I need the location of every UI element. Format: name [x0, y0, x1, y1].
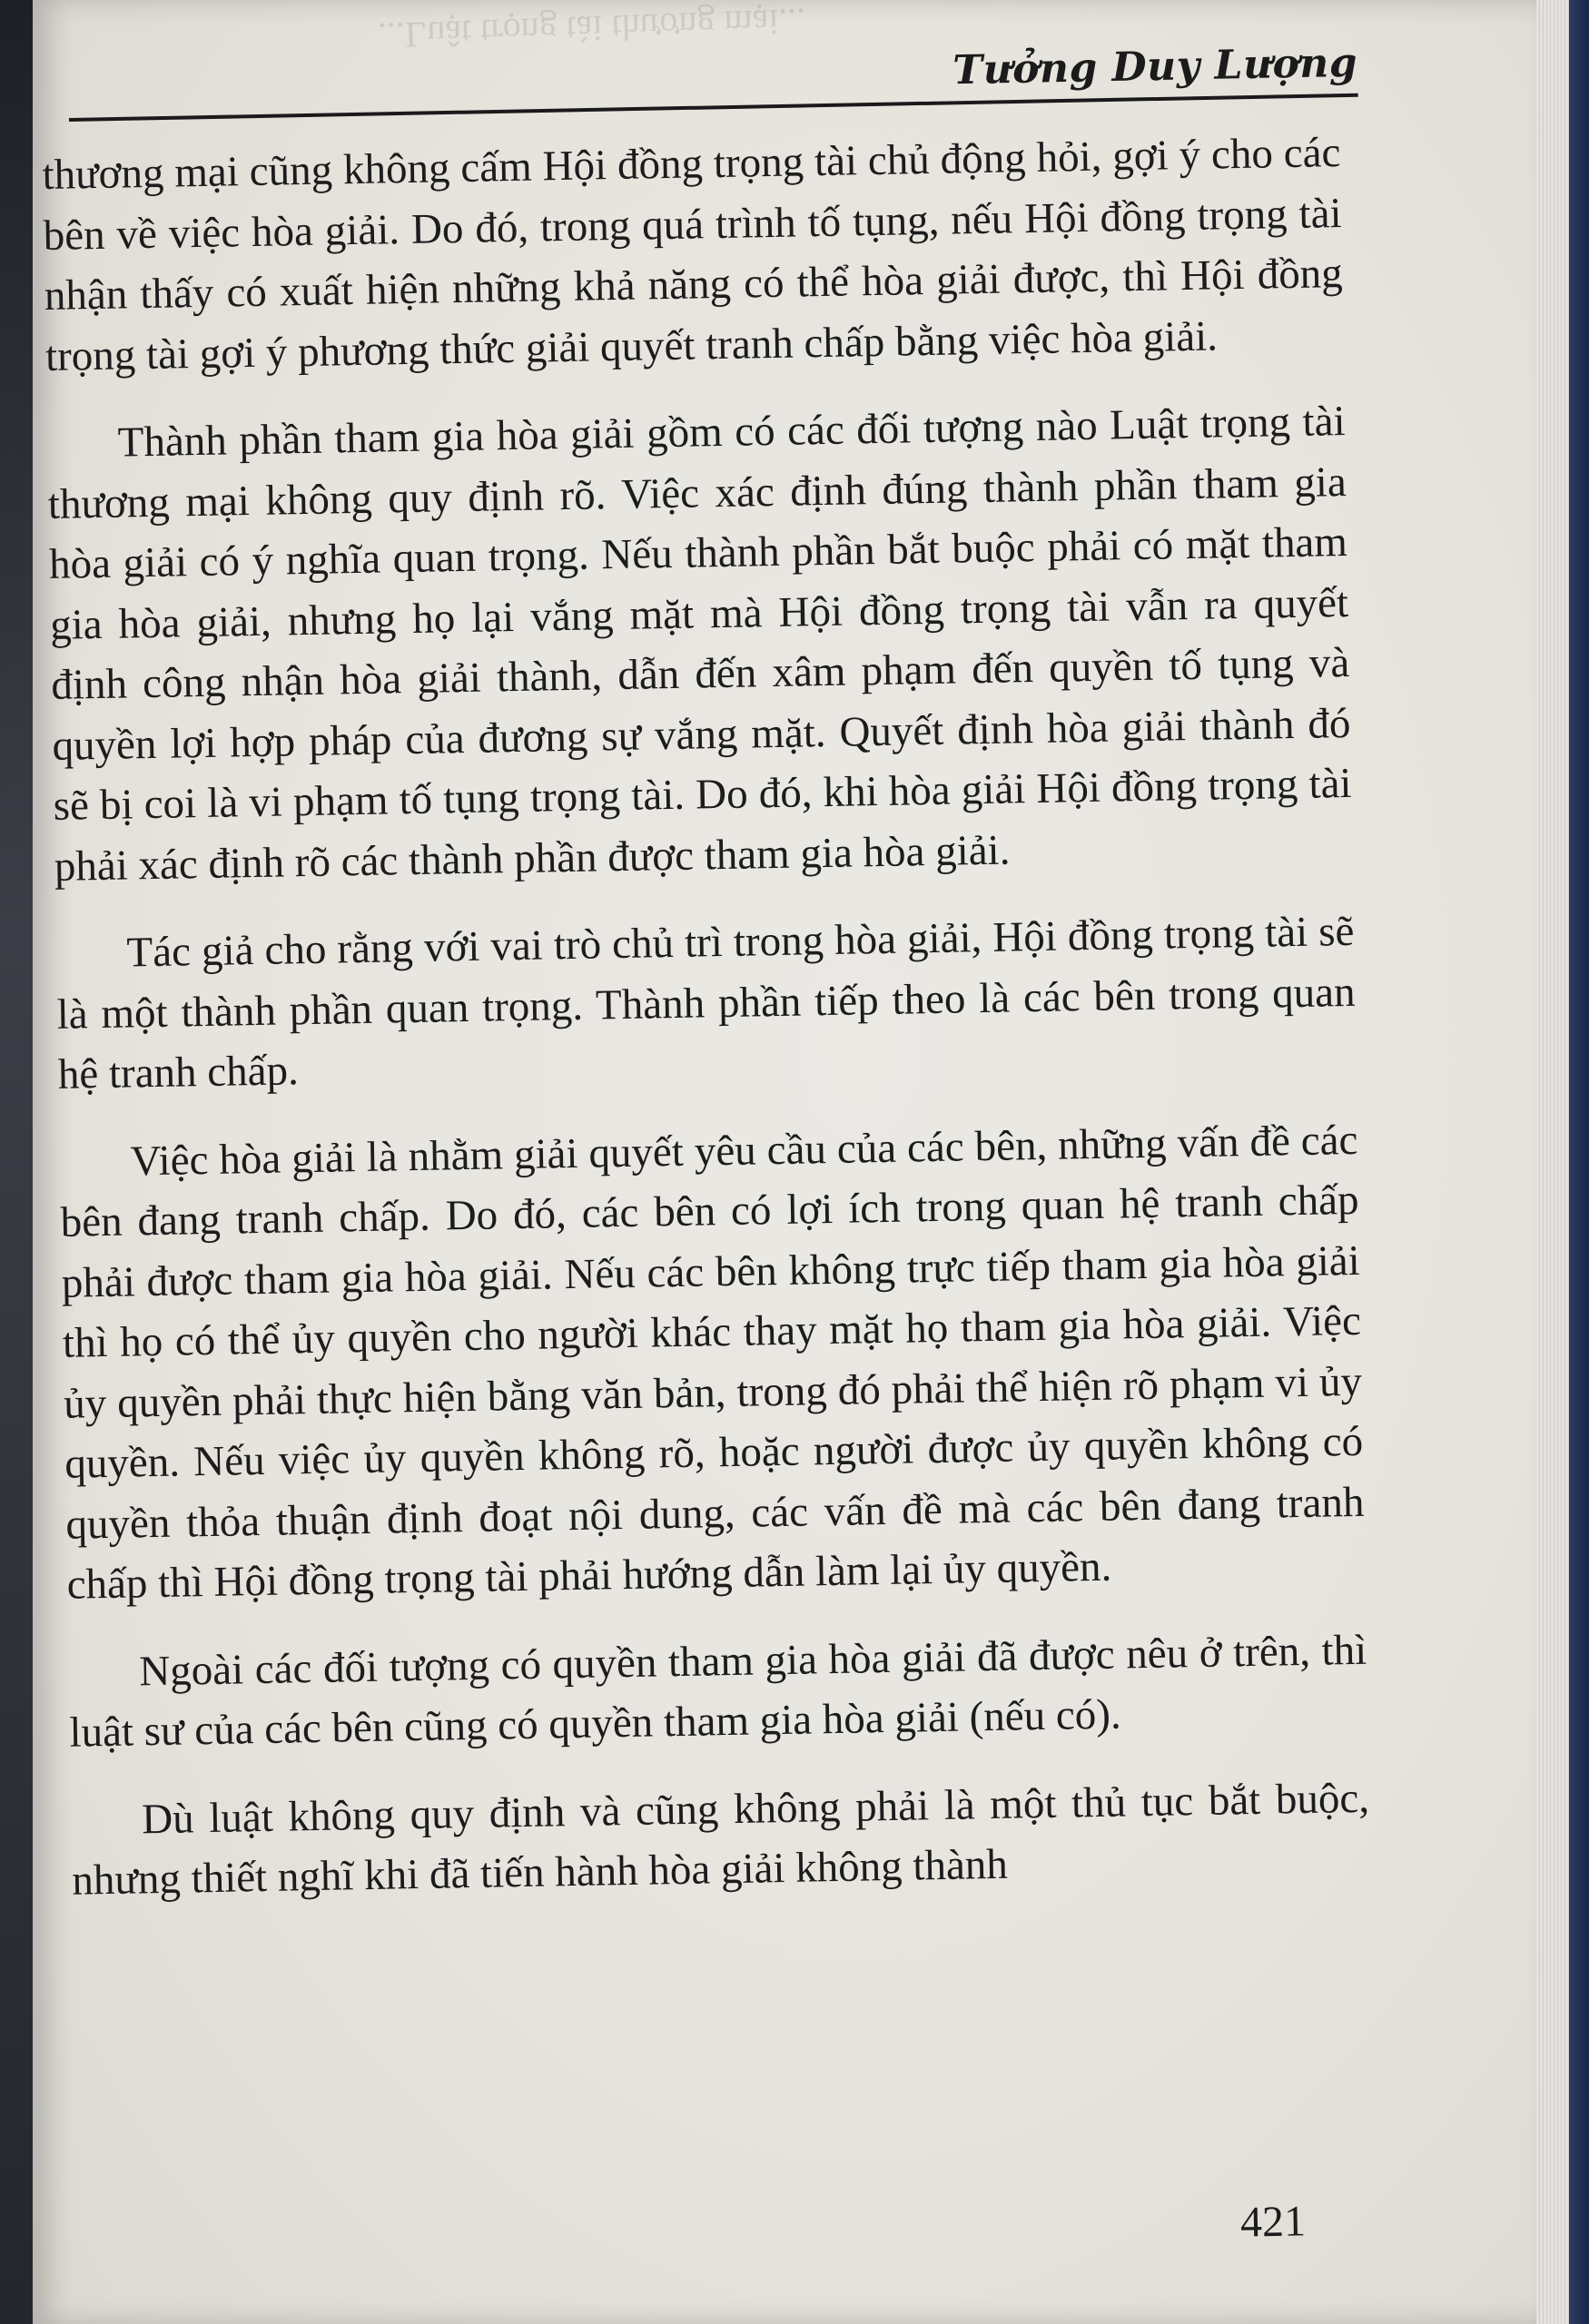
running-head: [68, 28, 1358, 122]
author-name: Tưởng Duy Lượng: [952, 39, 1358, 94]
bleed-through-text: ...Luật trọng tài thương mại...: [377, 0, 807, 57]
body-text: [42, 123, 1371, 1938]
book-cover-edge: [1569, 0, 1589, 2324]
paragraph: Tác giả cho rằng với vai trò chủ trì trong hòa giải, Hội đồng trọng tài sẽ là một thành phần quan trọng. Thành phần tiếp theo là các bên trong quan hệ tranh chấp.: [56, 907, 1356, 1098]
paragraph: Dù luật không quy định và cũng không phải là một thủ tục bắt buộc, nhưng thiết nghĩ khi đã tiến hành hòa giải không thành: [71, 1774, 1370, 1905]
paragraph: Ngoài các đối tượng có quyền tham gia hòa giải đã được nêu ở trên, thì luật sư của các bên cũng có quyền tham gia hòa giải (nếu có).: [69, 1626, 1367, 1757]
paragraph: thương mại cũng không cấm Hội đồng trọng tài chủ động hỏi, gợi ý cho các bên về việc hòa giải. Do đó, trong quá trình tố tụng, nếu Hội đồng trọng tài nhận thấy có xuất hiện những khả năng có thể hòa giải được, thì Hội đồng trọng tài gợi ý phương thức giải quyết tranh chấp bằng việc hòa giải.: [42, 129, 1344, 380]
book-page: [33, 0, 1536, 2324]
facing-page-edge: [0, 0, 33, 2324]
paragraph: Thành phần tham gia hòa giải gồm có các đối tượng nào Luật trọng tài thương mại không quy định rõ. Việc xác định đúng thành phần tham gia hòa giải có ý nghĩa quan trọng. Nếu thành phần bắt buộc phải có mặt tham gia hòa giải, nhưng họ lại vắng mặt mà Hội đồng trọng tài vẫn ra quyết định công nhận hòa giải thành, dẫn đến xâm phạm đến quyền tố tụng và quyền lợi hợp pháp của đương sự vắng mặt. Quyết định hòa giải thành đó sẽ bị coi là vi phạm tố tụng trọng tài. Do đó, khi hòa giải Hội đồng trọng tài phải xác định rõ các thành phần được tham gia hòa giải.: [47, 397, 1352, 891]
paragraph: Việc hòa giải là nhằm giải quyết yêu cầu của các bên, những vấn đề các bên đang tranh chấp. Do đó, các bên có lợi ích trong quan hệ tranh chấp phải được tham gia hòa giải. Nếu các bên không trực tiếp tham gia hòa giải thì họ có thể ủy quyền cho người khác thay mặt họ tham gia hòa giải. Việc ủy quyền phải thực hiện bằng văn bản, trong đó phải thể hiện rõ phạm vi ủy quyền. Nếu việc ủy quyền không rõ, hoặc người được ủy quyền không có quyền thỏa thuận định đoạt nội dung, các vấn đề mà các bên đang tranh chấp thì Hội đồng trọng tài phải hướng dẫn làm lại ủy quyền.: [60, 1116, 1365, 1609]
page-number: 421: [1239, 2197, 1307, 2247]
